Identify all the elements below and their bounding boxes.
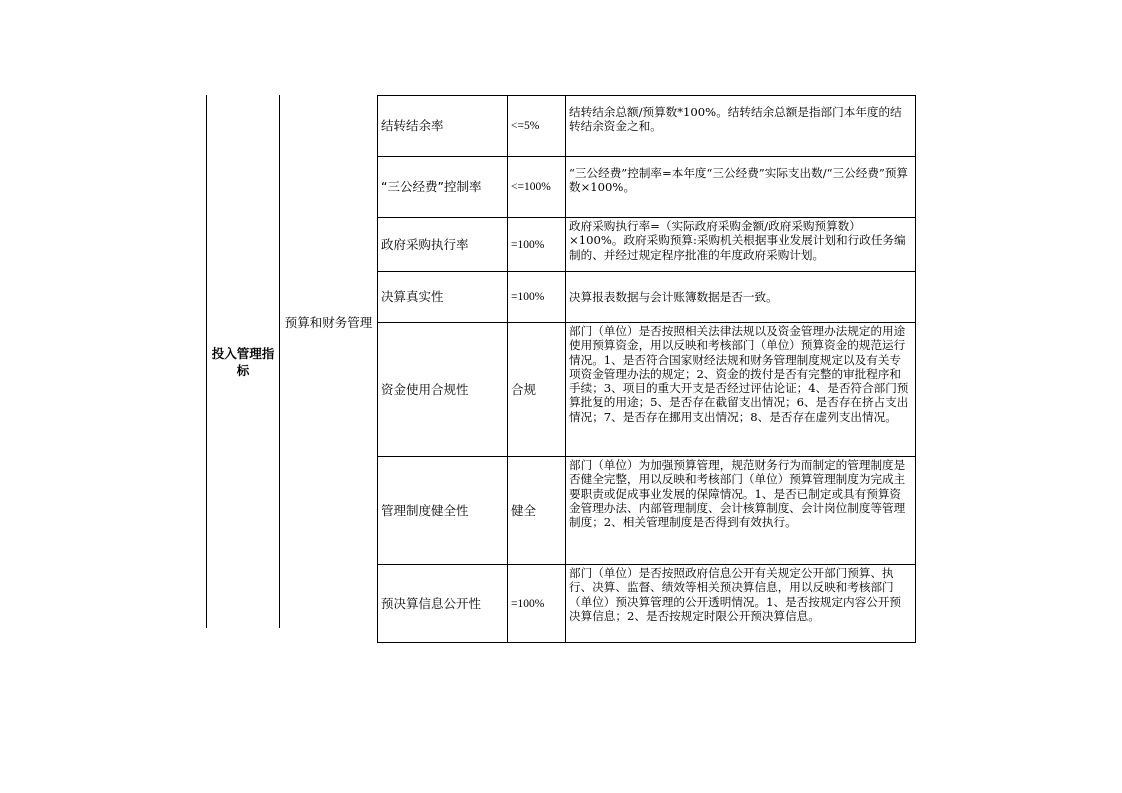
indicator-description xyxy=(566,565,916,643)
table-row xyxy=(378,272,916,323)
indicator-standard: 健全 xyxy=(508,457,566,565)
indicator-standard: 合规 xyxy=(508,323,566,457)
description-text: 政府采购执行率=（实际政府采购金额/政府采购预算数）×100%。政府采购预算:采购机关根据事业发展计划和行政任务编制的、并经过规定程序批准的年度政府采购计划。 xyxy=(569,219,906,262)
table-row xyxy=(378,323,916,457)
table-row xyxy=(378,457,916,565)
indicator-name: 政府采购执行率 xyxy=(378,218,508,272)
table-row xyxy=(378,96,916,157)
description-text: 部门（单位）是否按照相关法律法规以及资金管理办法规定的用途使用预算资金，用以反映和考核部门（单位）预算资金的规范运行情况。1、是否符合国家财经法规和财务管理制度规定以及有关专项资金管理办法的规定；2、资金的拨付是否有完整的审批程序和手续；3、项目的重大开支是否经过评估论证；4、是否符合部门预算批复的用途；5、是否存在截留支出情况；6、是否存在挤占支出情况；7、是否存在挪用支出情况；8、是否存在虚列支出情况。 xyxy=(569,324,909,424)
indicator-table xyxy=(377,95,916,643)
description-text: “三公经费”控制率=本年度“三公经费”实际支出数/“三公经费”预算数×100%。 xyxy=(569,166,909,195)
indicator-name: 管理制度健全性 xyxy=(378,457,508,565)
indicator-standard: =100% xyxy=(508,565,566,643)
indicator-standard: <=5% xyxy=(508,96,566,157)
indicator-name: 预决算信息公开性 xyxy=(378,565,508,643)
indicator-description xyxy=(566,457,916,565)
indicator-name: 结转结余率 xyxy=(378,96,508,157)
description-text: 决算报表数据与会计账簿数据是否一致。 xyxy=(569,289,778,304)
indicator-description xyxy=(566,218,916,272)
indicator-standard: =100% xyxy=(508,272,566,323)
category-level1-label: 投入管理指标 xyxy=(211,345,275,378)
category-level1-cell xyxy=(207,95,279,628)
table-row xyxy=(378,157,916,218)
category-level2-label: 预算和财务管理 xyxy=(284,314,373,330)
indicator-name: “三公经费”控制率 xyxy=(378,157,508,218)
description-text: 部门（单位）是否按照政府信息公开有关规定公开部门预算、执行、决算、监督、绩效等相关预决算信息，用以反映和考核部门（单位）预决算管理的公开透明情况。1、是否按规定内容公开预决算信息；2、是否按规定时限公开预决算信息。 xyxy=(569,566,902,623)
indicator-name: 决算真实性 xyxy=(378,272,508,323)
indicator-description xyxy=(566,272,916,323)
indicator-standard: <=100% xyxy=(508,157,566,218)
description-text: 部门（单位）为加强预算管理，规范财务行为而制定的管理制度是否健全完整，用以反映和考核部门（单位）预算管理制度为完成主要职责或促成事业发展的保障情况。1、是否已制定或具有预算资金管理办法、内部管理制度、会计核算制度、会计岗位制度等管理制度；2、相关管理制度是否得到有效执行。 xyxy=(569,458,906,530)
category-level2-cell xyxy=(280,95,377,550)
description-text: 结转结余总额/预算数*100%。结转结余总额是指部门本年度的结转结余资金之和。 xyxy=(569,105,902,134)
table-row xyxy=(378,565,916,643)
indicator-description xyxy=(566,323,916,457)
table-row xyxy=(378,218,916,272)
indicator-standard: =100% xyxy=(508,218,566,272)
indicator-description xyxy=(566,157,916,218)
indicator-name: 资金使用合规性 xyxy=(378,323,508,457)
indicator-description xyxy=(566,96,916,157)
